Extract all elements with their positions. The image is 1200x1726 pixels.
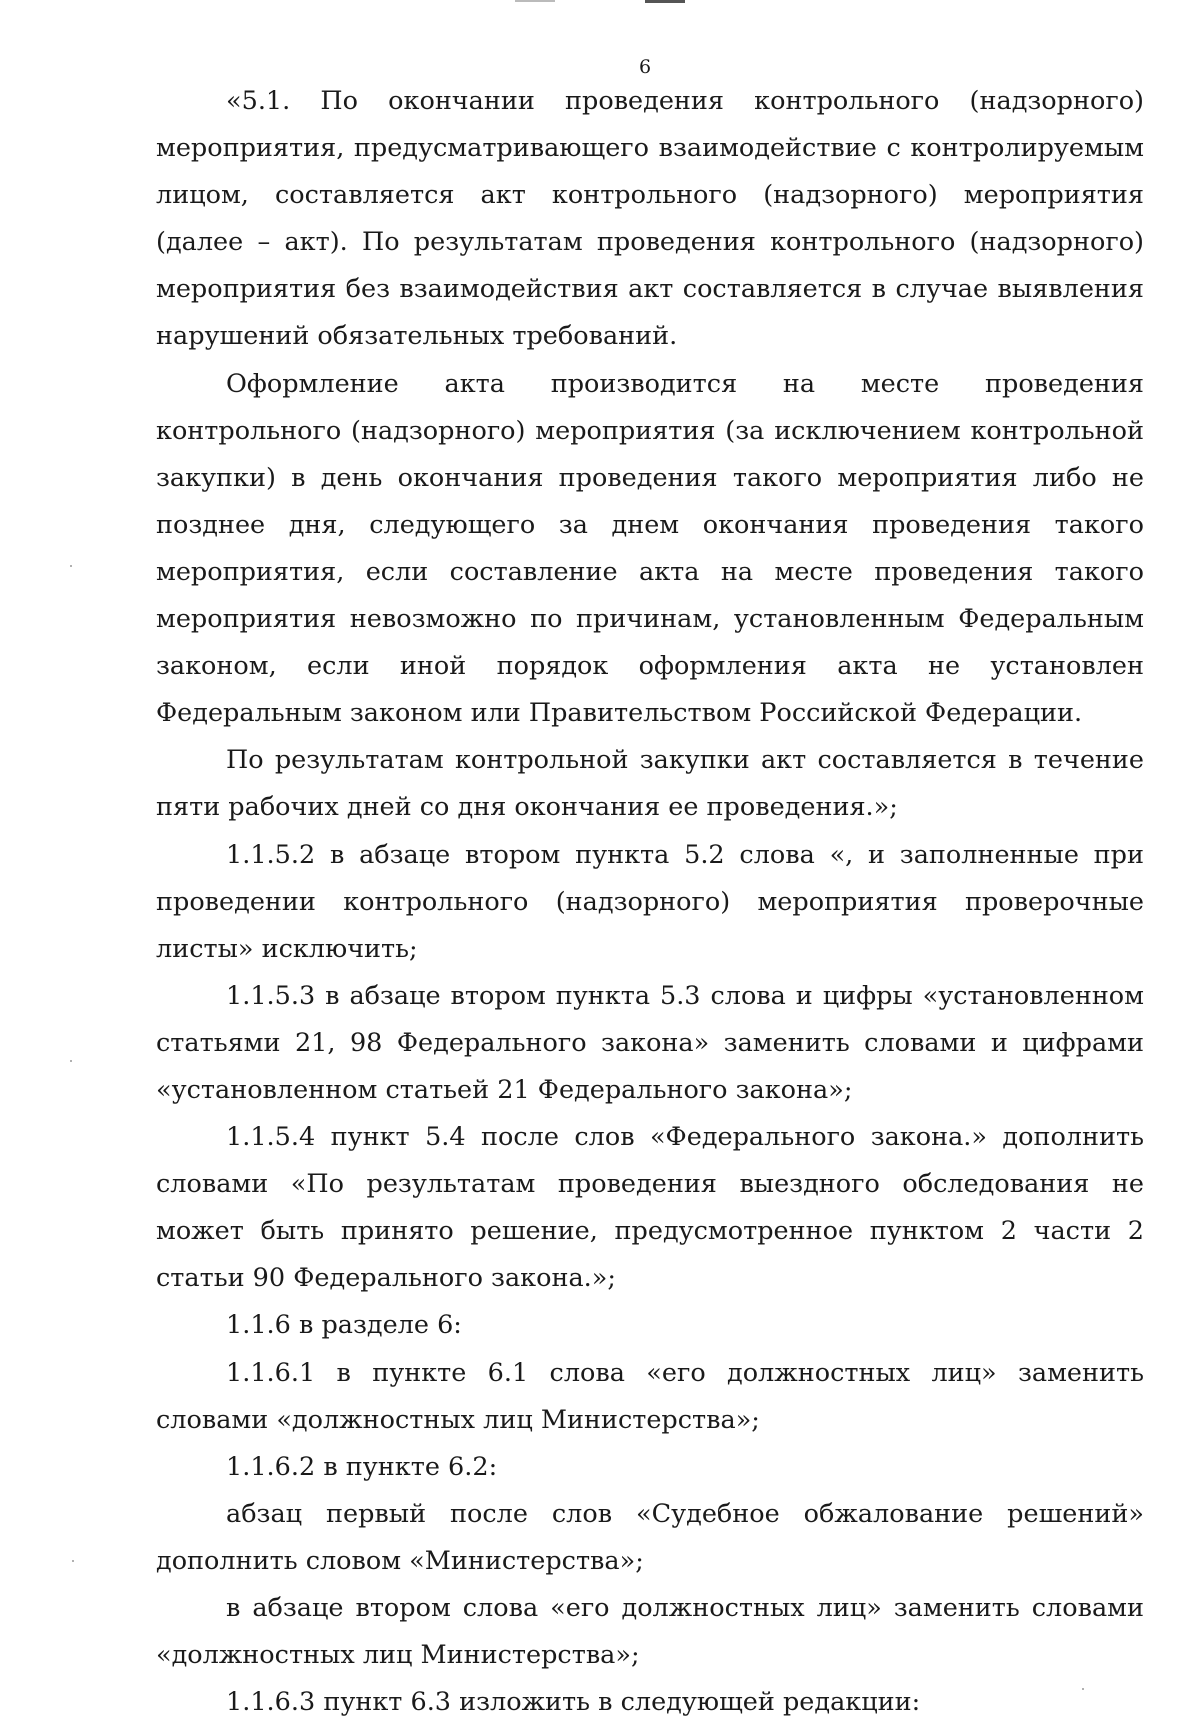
scan-speck	[72, 1560, 74, 1562]
paragraph: 1.1.5.3 в абзаце втором пункта 5.3 слова и цифры «установленном статьями 21, 98 Федерального закона» заменить словами и цифрами «установленном статьей 21 Федерального закона»;	[156, 980, 1144, 1105]
scan-mark	[515, 0, 555, 2]
paragraph: 1.1.6 в разделе 6:	[226, 1310, 462, 1341]
scan-speck	[70, 1060, 72, 1062]
page-number: 6	[638, 56, 652, 78]
scan-speck	[70, 565, 72, 567]
paragraph: «5.1. По окончании проведения контрольного (надзорного) мероприятия, предусматривающего взаимодействие с контролируемым лицом, составляется акт контрольного (надзорного) мероприятия (далее – акт). По результатам проведения контрольного (надзорного) мероприятия без взаимодействия акт составляется в случае выявления нарушений обязательных требований.	[156, 86, 1144, 352]
scan-speck	[1082, 1688, 1084, 1690]
paragraph: По результатам контрольной закупки акт составляется в течение пяти рабочих дней со дня окончания ее проведения.»;	[156, 745, 1144, 823]
document-body	[156, 78, 1144, 1726]
paragraph: 1.1.6.3 пункт 6.3 изложить в следующей редакции:	[226, 1687, 921, 1718]
paragraph: 1.1.5.2 в абзаце втором пункта 5.2 слова «, и заполненные при проведении контрольного (надзорного) мероприятия проверочные листы» исключить;	[156, 839, 1144, 964]
paragraph: абзац первый после слов «Судебное обжалование решений» дополнить словом «Министерства»;	[156, 1498, 1144, 1576]
paragraph: в абзаце втором слова «его должностных лиц» заменить словами «должностных лиц Министерства»;	[156, 1593, 1144, 1671]
paragraph: 1.1.6.1 в пункте 6.1 слова «его должностных лиц» заменить словами «должностных лиц Министерства»;	[156, 1357, 1144, 1435]
paragraph: Оформление акта производится на месте проведения контрольного (надзорного) мероприятия (за исключением контрольной закупки) в день окончания проведения такого мероприятия либо не позднее дня, следующего за днем окончания проведения такого мероприятия, если составление акта на месте проведения такого мероприятия невозможно по причинам, установленным Федеральным законом, если иной порядок оформления акта не установлен Федеральным законом или Правительством Российской Федерации.	[156, 368, 1144, 729]
scan-mark	[645, 0, 685, 3]
paragraph: 1.1.6.2 в пункте 6.2:	[226, 1451, 498, 1482]
paragraph: 1.1.5.4 пункт 5.4 после слов «Федерального закона.» дополнить словами «По результатам проведения выездного обследования не может быть принято решение, предусмотренное пунктом 2 части 2 статьи 90 Федерального закона.»;	[156, 1122, 1144, 1294]
